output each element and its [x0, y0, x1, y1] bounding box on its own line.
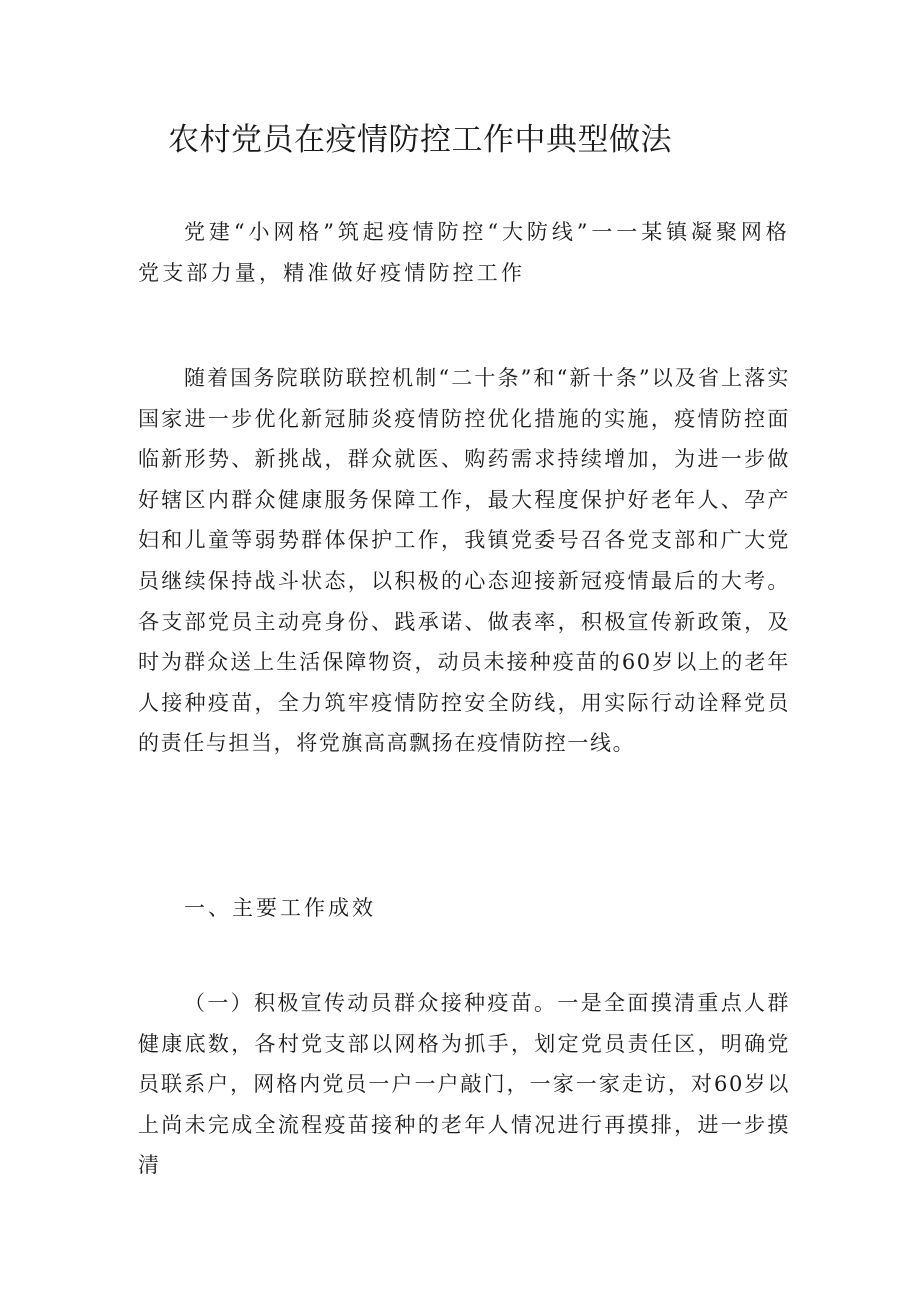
document-title: 农村党员在疫情防控工作中典型做法: [168, 122, 672, 158]
intro-paragraph: 随着国务院联防联控机制“二十条”和“新十条”以及省上落实国家进一步优化新冠肺炎疫情防控优化措施的实施，疫情防控面临新形势、新挑战，群众就医、购药需求持续增加，为进一步做好辖区内群众健康服务保障工作，最大程度保护好老年人、孕产妇和儿童等弱势群体保护工作，我镇党委号召各党支部和广大党员继续保持战斗状态，以积极的心态迎接新冠疫情最后的大考。各支部党员主动亮身份、践承诺、做表率，积极宣传新政策，及时为群众送上生活保障物资，动员未接种疫苗的60岁以上的老年人接种疫苗，全力筑牢疫情防控安全防线，用实际行动诠释党员的责任与担当，将党旗高高飘扬在疫情防控一线。: [138, 366, 790, 756]
document-subtitle: 党建“小网格”筑起疫情防控“大防线”一一某镇凝聚网格党支部力量，精准做好疫情防控工作: [138, 220, 790, 285]
section-heading: 一、主要工作成效: [184, 896, 376, 920]
section-body-paragraph: （一）积极宣传动员群众接种疫苗。一是全面摸清重点人群健康底数，各村党支部以网格为抓手，划定党员责任区，明确党员联系户，网格内党员一户一户敲门，一家一家走访，对60岁以上尚未完成全流程疫苗接种的老年人情况进行再摸排，进一步摸清: [138, 991, 790, 1178]
